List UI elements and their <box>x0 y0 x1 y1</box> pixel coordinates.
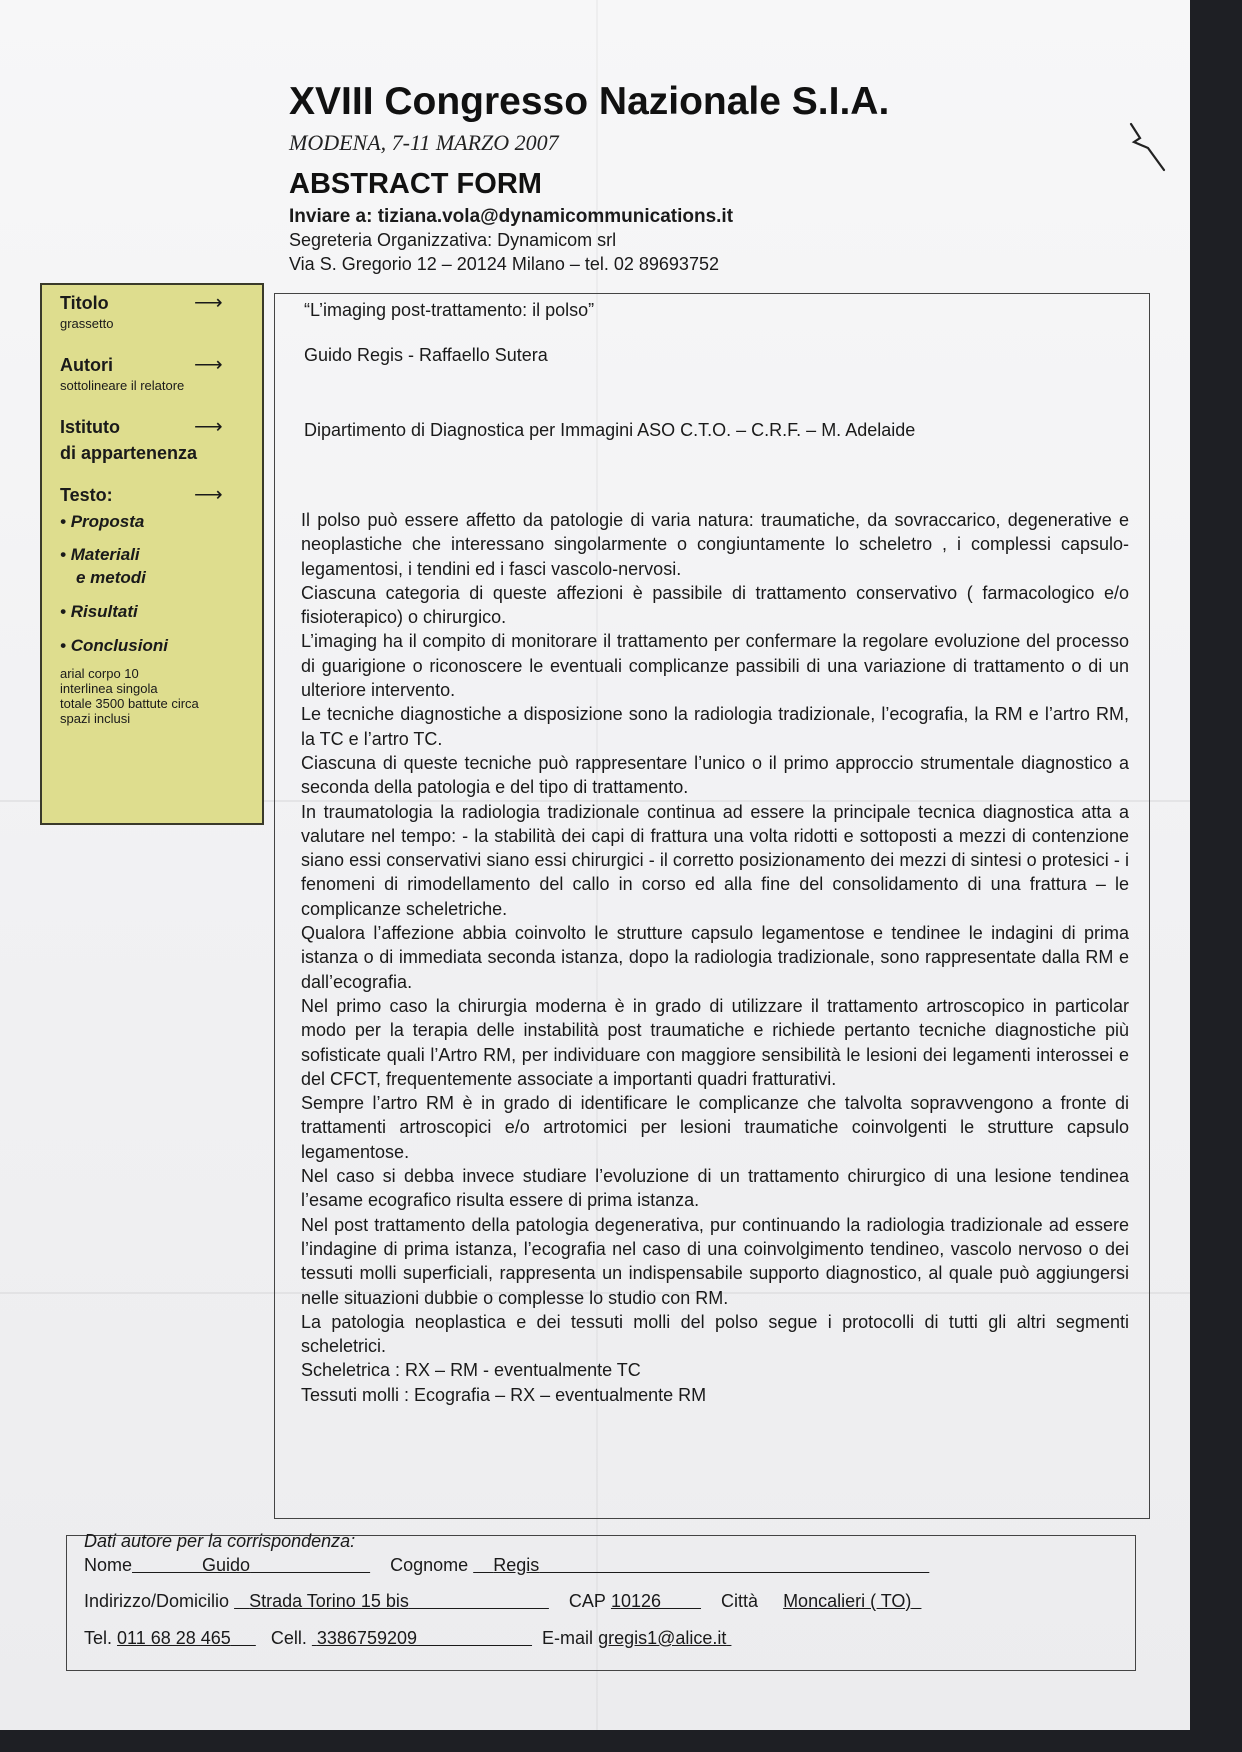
sidebar-bullet-metodi: e metodi <box>76 568 146 587</box>
email-field[interactable] <box>598 1628 731 1648</box>
bullet-icon: • <box>60 545 66 564</box>
tel-label: Tel. <box>84 1628 113 1648</box>
bullet-icon: • <box>60 636 66 655</box>
abstract-paragraph: Tessuti molli : Ecografia – RX – eventualmente RM <box>301 1384 707 1405</box>
sidebar-note-titolo: grassetto <box>60 316 114 331</box>
cognome-label: Cognome <box>390 1555 469 1575</box>
indirizzo-value: Strada Torino 15 bis <box>249 1591 409 1611</box>
arrow-right-icon: ⟶ <box>194 292 223 314</box>
cap-value: 10126 <box>610 1591 661 1611</box>
cognome-value: Regis <box>493 1555 540 1575</box>
abstract-paragraph: Nel primo caso la chirurgia moderna è in grado di utilizzare il trattamento artroscopico in particolar modo per la terapia delle instabilità post traumatiche e richiede pertanto tecniche diagnostiche più sofisticate quali l’Artro RM, per individuare con maggiore sensibilità le lesioni dei legamenti interossei e del CFCT, frequentemente associate a importanti quadri fratturativi. <box>301 995 1129 1089</box>
sidebar-label-istituto: Istituto <box>60 417 120 437</box>
cell-field[interactable] <box>312 1628 532 1648</box>
arrow-right-icon: ⟶ <box>194 484 223 506</box>
cap-label: CAP <box>568 1591 606 1611</box>
abstract-paragraph: In traumatologia la radiologia tradizionale continua ad essere la principale tecnica diagnostica atta a valutare nel tempo: - la stabilità dei capi di frattura una volta ridotti e sottoposti a mezzi di contenzione siano essi conservativi siano essi chirurgici - il corretto posizionamento dei mezzi di sintesi o protesici - i fenomeni di rimodellamento del callo in corso ed alla fine del consolidamento di una frattura – le complicanze scheletriche. <box>301 801 1129 919</box>
sidebar-format-note: interlinea singola <box>60 681 158 696</box>
contact-name-row <box>84 1555 929 1576</box>
sidebar-note-autori: sottolineare il relatore <box>60 378 185 393</box>
abstract-paragraph: Scheletrica : RX – RM - eventualmente TC <box>301 1360 641 1381</box>
arrow-right-icon: ⟶ <box>194 416 223 438</box>
congress-title: XVIII Congresso Nazionale S.I.A. <box>289 80 890 123</box>
cell-value: 3386759209 <box>316 1628 417 1648</box>
indirizzo-field[interactable] <box>234 1591 549 1611</box>
contact-phone-row <box>84 1628 731 1649</box>
sidebar-bullet-materiali: • Materiali <box>60 545 140 564</box>
citta-field[interactable] <box>783 1591 921 1611</box>
sidebar-format-note: spazi inclusi <box>60 711 131 726</box>
abstract-paragraph: L’imaging ha il compito di monitorare il trattamento per confermare la regolare evoluzione del processo di guarigione o riconoscere le eventuali complicanze passibili di una variazione di trattamento o di un ulteriore intervento. <box>301 631 1129 701</box>
sidebar-label-titolo: Titolo <box>60 293 109 313</box>
citta-value: Moncalieri ( TO) <box>783 1591 912 1611</box>
abstract-title: “L’imaging post-trattamento: il polso” <box>304 300 595 320</box>
abstract-institute: Dipartimento di Diagnostica per Immagini ASO C.T.O. – C.R.F. – M. Adelaide <box>304 420 916 440</box>
abstract-body <box>301 508 1129 1407</box>
email-value: gregis1@alice.it <box>598 1628 727 1648</box>
arrow-right-icon: ⟶ <box>194 354 223 376</box>
abstract-paragraph: Qualora l’affezione abbia coinvolto le strutture capsulo legamentose e tendinee le indagini di prima istanza o di immediata seconda istanza, dopo la radiologia tradizionale, sono rappresentate dalla RM e dall’ecografia. <box>301 923 1129 992</box>
cognome-field[interactable] <box>473 1555 929 1575</box>
cell-label: Cell. <box>270 1628 307 1648</box>
nome-label: Nome <box>84 1555 133 1575</box>
email-label: E-mail <box>542 1628 594 1648</box>
secretariat-address: Via S. Gregorio 12 – 20124 Milano – tel. 02 89693752 <box>289 254 719 274</box>
sidebar-format-note: totale 3500 battute circa <box>60 696 199 711</box>
scanner-edge-right <box>1190 0 1242 1752</box>
abstract-paragraph: Sempre l’artro RM è in grado di identificare le complicanze che talvolta sopravvengono a fronte di trattamenti artroscopici e/o artrotomici per lesioni traumatiche coinvolgenti le strutture capsulo legamentose. <box>301 1093 1129 1162</box>
form-title: ABSTRACT FORM <box>289 168 542 200</box>
abstract-paragraph: Ciascuna categoria di queste affezioni è passibile di trattamento conservativo ( farmacologico e/o fisioterapico) o chirurgico. <box>301 582 1129 628</box>
nome-field[interactable] <box>132 1555 370 1575</box>
contact-address-row <box>84 1591 921 1612</box>
nome-value: Guido <box>202 1555 251 1575</box>
citta-label: Città <box>721 1591 759 1611</box>
contact-heading: Dati autore per la corrispondenza: <box>84 1531 356 1551</box>
handwritten-checkmark-icon <box>1128 118 1168 174</box>
cap-field[interactable] <box>611 1591 701 1611</box>
abstract-paragraph: Nel post trattamento della patologia degenerativa, pur continuando la radiologia tradizionale ad essere l’indagine di prima istanza, l’ecografia nel caso di una coinvolgimento tendineo, vascolo nervoso o dei tessuti molli superficiali, rappresenta un indispensabile supporto diagnostico, al quale può aggiungersi nelle situazioni dubbie o complesse lo studio con RM. <box>301 1214 1129 1308</box>
abstract-authors: Guido Regis - Raffaello Sutera <box>304 345 548 365</box>
abstract-paragraph: La patologia neoplastica e dei tessuti molli del polso segue i protocolli di tutti gli altri segmenti scheletrici. <box>301 1311 1129 1357</box>
abstract-paragraph: Ciascuna di queste tecniche può rappresentare l’unico o il primo approccio strumentale diagnostico a seconda della patologia e del tipo di trattamento. <box>301 752 1129 798</box>
sidebar-bullet-proposta: • Proposta <box>60 512 145 531</box>
sidebar-label-testo: Testo: <box>60 485 113 505</box>
organizing-secretariat: Segreteria Organizzativa: Dynamicom srl <box>289 230 617 250</box>
bullet-icon: • <box>60 602 66 621</box>
sidebar-label-istituto-2: di appartenenza <box>60 443 198 463</box>
tel-value: 011 68 28 465 <box>117 1628 231 1648</box>
sidebar-bullet-risultati: • Risultati <box>60 602 138 621</box>
abstract-paragraph: Nel caso si debba invece studiare l’evoluzione di un trattamento chirurgico di una lesione tendinea l’esame ecografico risulta essere di prima istanza. <box>301 1166 1129 1211</box>
bullet-icon: • <box>60 512 66 531</box>
instructions-sidebar <box>40 283 264 825</box>
send-to-email: Inviare a: tiziana.vola@dynamicommunications.it <box>289 206 734 227</box>
abstract-paragraph: Le tecniche diagnostiche a disposizione sono la radiologia tradizionale, l’ecografia, la RM e l’artro RM, la TC e l’artro TC. <box>301 704 1129 749</box>
congress-location-date: MODENA, 7-11 MARZO 2007 <box>289 130 559 155</box>
tel-field[interactable] <box>117 1628 256 1648</box>
scanner-edge-bottom <box>0 1730 1242 1752</box>
sidebar-format-note: arial corpo 10 <box>60 666 139 681</box>
indirizzo-label: Indirizzo/Domicilio <box>84 1591 230 1611</box>
sidebar-label-autori: Autori <box>60 355 113 375</box>
sidebar-bullet-conclusioni: • Conclusioni <box>60 636 168 655</box>
abstract-paragraph: Il polso può essere affetto da patologie di varia natura: traumatiche, da sovraccarico, degenerative e neoplastiche che interessano singolarmente o congiuntamente lo scheletro , i complessi capsulo-legamentosi, i tendini ed i fasci vascolo-nervosi. <box>301 510 1129 579</box>
